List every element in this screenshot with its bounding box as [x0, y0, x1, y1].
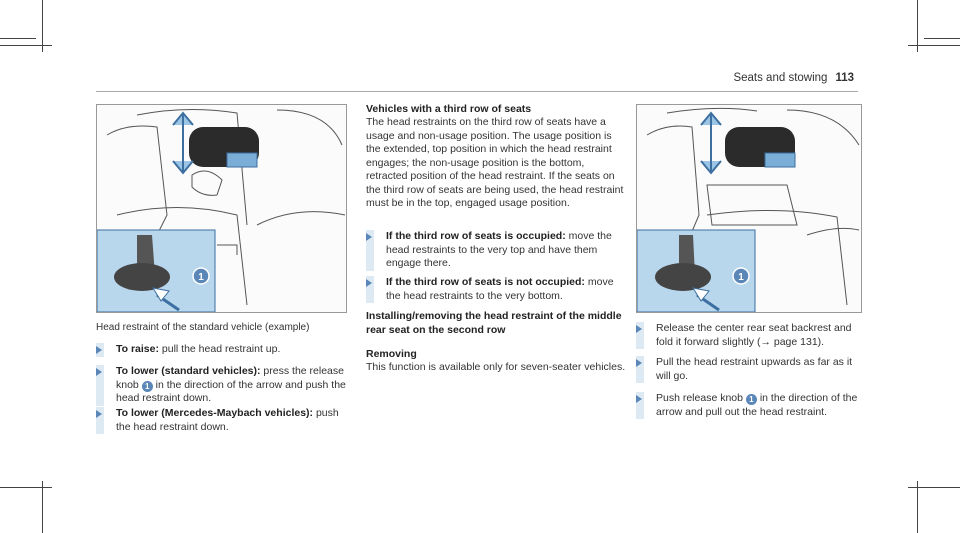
- crop-mark: [908, 487, 960, 488]
- step-arrow-icon: [96, 410, 102, 418]
- step-push-release-knob: Push release knob 1 in the direction of the arrow and pull out the head restraint.: [636, 392, 866, 419]
- crop-mark: [42, 481, 43, 533]
- page-number: 113: [835, 72, 854, 84]
- step-pull-head-restraint: Pull the head restraint upwards as far as it will go.: [636, 356, 866, 383]
- crop-mark: [0, 45, 52, 46]
- step-lower-maybach: To lower (Mercedes-Maybach vehicles): push the head restraint down.: [96, 407, 356, 434]
- step-third-row-occupied: If the third row of seats is occupied: move the head restraints to the very top and have them engage there.: [366, 230, 626, 271]
- running-header: [733, 72, 854, 84]
- step-lower-standard: To lower (standard vehicles): press the release knob 1 in the direction of the arrow and push the head restraint down.: [96, 365, 356, 406]
- step-arrow-icon: [636, 325, 642, 333]
- callout-1-right: 1: [738, 272, 744, 283]
- subheading-removing: Removing: [366, 348, 417, 360]
- section-title: Seats and stowing: [733, 72, 828, 84]
- callout-1-left: 1: [198, 272, 204, 283]
- heading-installing-removing: Installing/removing the head restraint of the middle rear seat on the second row: [366, 310, 622, 336]
- step-arrow-icon: [96, 368, 102, 376]
- crop-mark: [0, 38, 36, 39]
- crop-mark: [924, 38, 960, 39]
- figure-caption: Head restraint of the standard vehicle (example): [96, 322, 310, 333]
- crop-mark: [917, 0, 918, 52]
- step-third-row-not-occupied: If the third row of seats is not occupied: move the head restraints to the very bottom.: [366, 276, 626, 303]
- step-arrow-icon: [636, 359, 642, 367]
- step-arrow-icon: [366, 233, 372, 241]
- figure-head-restraint-standard: [96, 104, 347, 313]
- crop-mark: [0, 487, 52, 488]
- paragraph-third-row: The head restraints on the third row of seats have a usage and non-usage position. The usage position is the extended, top position in which the head restraint engages; the non-usage position is the bottom, retracted position of the head restraint. If the seats on the third row of seats are being used, the head restraint must be in the top, engaged usage position.: [366, 116, 624, 209]
- release-knob-badge: 1: [142, 381, 153, 392]
- step-arrow-icon: [636, 395, 642, 403]
- step-arrow-icon: [366, 279, 372, 287]
- step-raise: To raise: pull the head restraint up.: [96, 343, 356, 357]
- crop-mark: [917, 481, 918, 533]
- crop-mark: [908, 45, 960, 46]
- step-arrow-icon: [96, 346, 102, 354]
- crop-mark: [42, 0, 43, 52]
- heading-third-row: Vehicles with a third row of seats: [366, 103, 532, 115]
- paragraph-removing: This function is available only for seven-seater vehicles.: [366, 361, 626, 373]
- step-release-backrest: Release the center rear seat backrest and fold it forward slightly (→ page 131).: [636, 322, 866, 349]
- figure-head-restraint-middle: [636, 104, 862, 313]
- release-knob-badge: 1: [746, 394, 757, 405]
- cross-reference-arrow-icon: →: [760, 335, 771, 348]
- header-rule: [96, 91, 858, 92]
